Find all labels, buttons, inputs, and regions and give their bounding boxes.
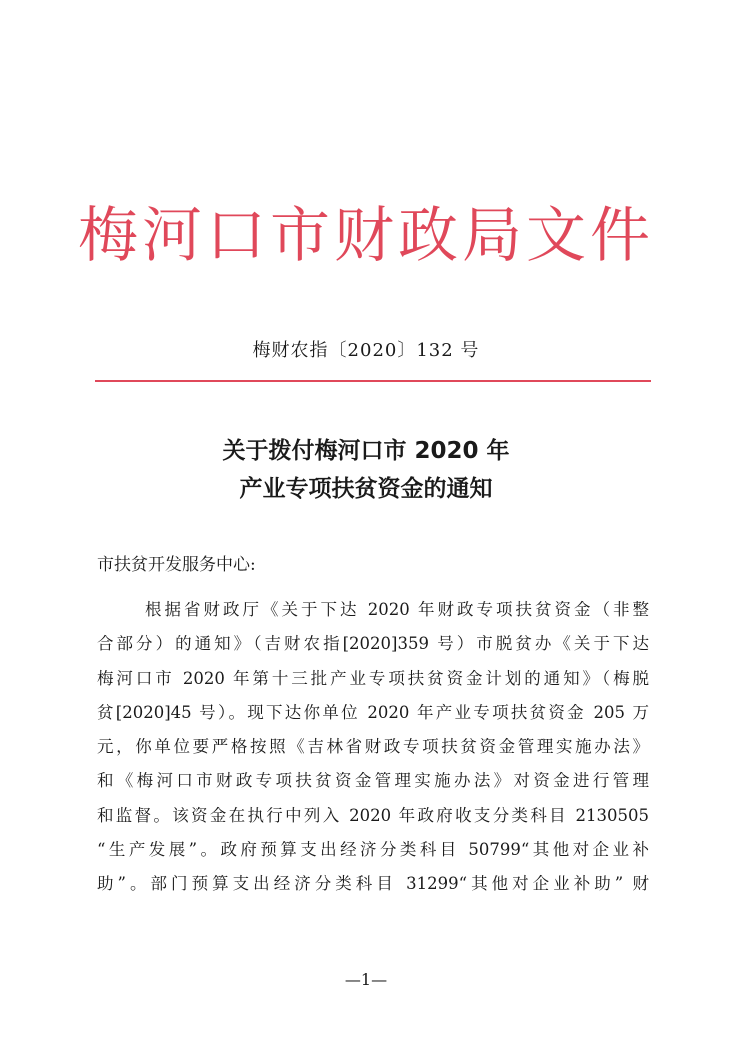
body-line: 贫[2020]45 号）。现下达你单位 2020 年产业专项扶贫资金 205 万	[97, 702, 649, 722]
notice-subject	[0, 432, 732, 508]
issuer-header-title: 梅河口市财政局文件	[78, 201, 654, 271]
subject-line-1: 关于拨付梅河口市 2020 年	[222, 438, 510, 464]
page-number: —1—	[344, 970, 388, 989]
body-line: 和《梅河口市财政专项扶贫资金管理实施办法》对资金进行管理	[97, 771, 649, 791]
document-number: 梅财农指〔2020〕132 号	[252, 340, 480, 361]
body-line: “生产发展”。政府预算支出经济分类科目 50799“其他对企业补	[97, 840, 649, 860]
header-divider-line	[95, 380, 651, 382]
body-paragraph	[97, 597, 649, 906]
body-line: 和监督。该资金在执行中列入 2020 年政府收支分类科目 2130505	[97, 805, 649, 825]
body-line: 助”。部门预算支出经济分类科目 31299“其他对企业补助” 财	[97, 874, 649, 894]
body-line: 根据省财政厅《关于下达 2020 年财政专项扶贫资金（非整	[145, 600, 649, 619]
body-line: 梅河口市 2020 年第十三批产业专项扶贫资金计划的通知》（梅脱	[97, 668, 649, 688]
addressee: 市扶贫开发服务中心:	[97, 555, 256, 575]
subject-line-2: 产业专项扶贫资金的通知	[239, 476, 493, 502]
body-line: 元，你单位要严格按照《吉林省财政专项扶贫资金管理实施办法》	[97, 737, 649, 757]
body-line: 合部分）的通知》（吉财农指[2020]359 号）市脱贫办《关于下达	[97, 634, 649, 654]
